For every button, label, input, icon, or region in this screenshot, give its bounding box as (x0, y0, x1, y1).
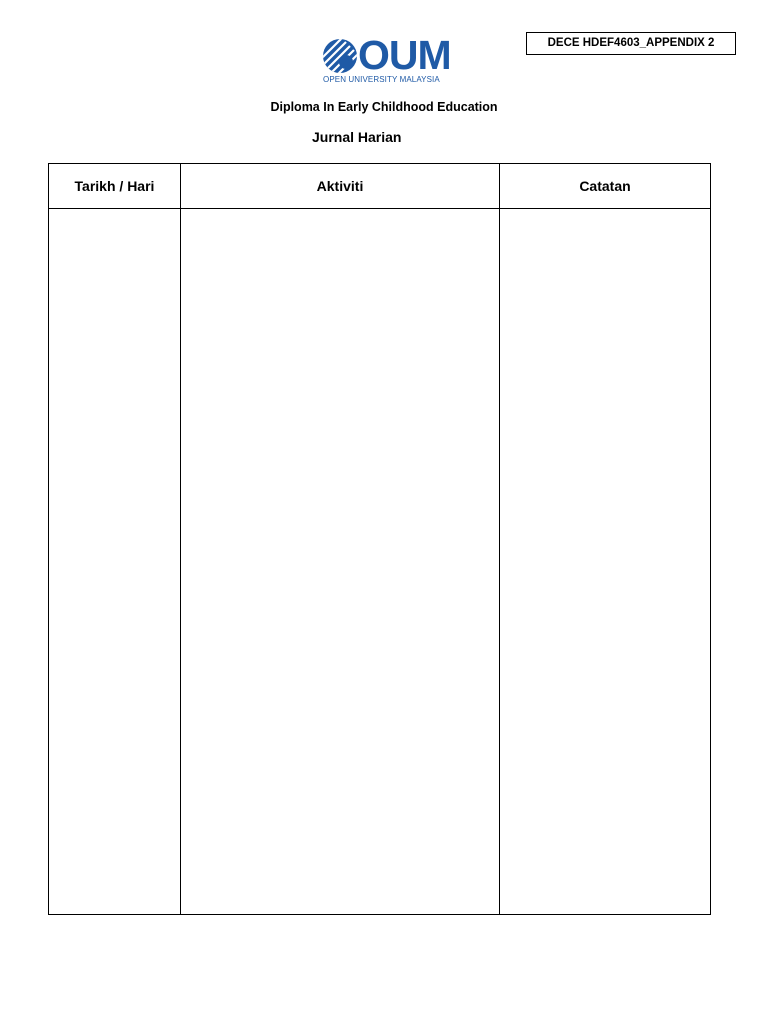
document-code-box (526, 32, 736, 55)
table-row (49, 209, 711, 915)
date-day-cell[interactable] (49, 209, 181, 915)
notes-cell[interactable] (500, 209, 711, 915)
logo-letters: OUM (358, 32, 451, 78)
program-title: Diploma In Early Childhood Education (270, 100, 498, 114)
journal-table (48, 163, 711, 915)
oum-globe-icon (322, 38, 358, 74)
document-code: DECE HDEF4603_APPENDIX 2 (547, 37, 715, 49)
activity-cell[interactable] (181, 209, 500, 915)
logo-subtitle: OPEN UNIVERSITY MALAYSIA (323, 75, 440, 84)
oum-logo (322, 32, 462, 87)
column-header-activity: Aktiviti (181, 164, 500, 209)
column-header-notes: Catatan (500, 164, 711, 209)
table-header-row (49, 164, 711, 209)
journal-title: Jurnal Harian (312, 129, 402, 145)
column-header-date-day: Tarikh / Hari (49, 164, 181, 209)
